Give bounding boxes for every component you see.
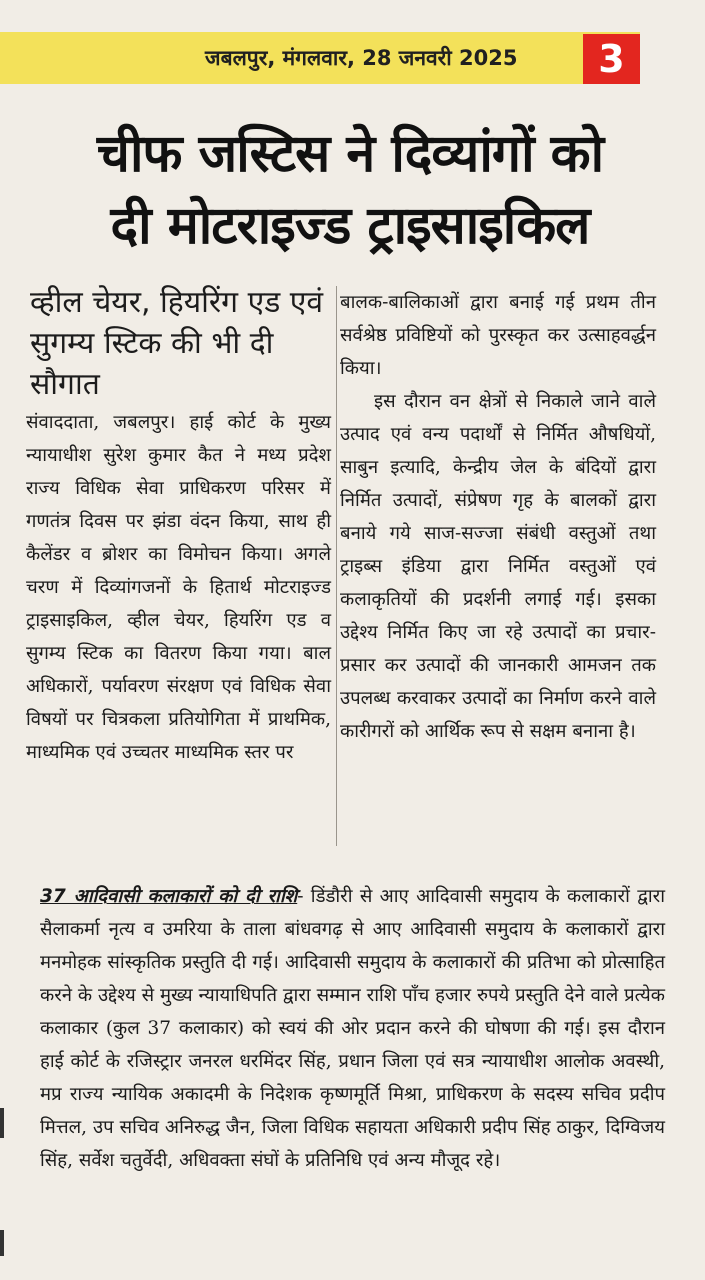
article-left-column: संवाददाता, जबलपुर। हाई कोर्ट के मुख्य न्यायाधीश सुरेश कुमार कैत ने मध्य प्रदेश राज्य विधिक सेवा प्राधिकरण परिसर में गणतंत्र दिवस पर झंडा वंदन किया, साथ ही कैलेंडर व ब्रोशर का विमोचन किया। अगले चरण में दिव्यांगजनों के हितार्थ मोटराइज्ड ट्राइसाइकिल, व्हील चेयर, हियरिंग एड व सुगम्य स्टिक का वितरण किया गया। बाल अधिकारों, पर्यावरण संरक्षण एवं विधिक सेवा विषयों पर चित्रकला प्रतियोगिता में प्राथमिक, माध्यमिक एवं उच्चतर माध्यमिक स्तर पर (26, 412, 331, 763)
section-lead: 37 आदिवासी कलाकारों को दी राशि (40, 886, 298, 907)
headline (30, 118, 670, 262)
tribal-artists-section (40, 880, 665, 1177)
headline-line-1: चीफ जस्टिस ने दिव्यांगों को (96, 124, 604, 184)
article-right-column (340, 286, 656, 748)
page-number-badge: 3 (583, 34, 640, 84)
edge-mark (0, 1230, 4, 1256)
right-paragraph-2-text: इस दौरान वन क्षेत्रों से निकाले जाने वाले उत्पाद एवं वन्य पदार्थों से निर्मित औषधियों, साबुन इत्यादि, केन्द्रीय जेल के बंदियों द्वारा निर्मित उत्पादों, संप्रेषण गृह के बालकों द्वारा बनाये गये साज-सज्जा संबंधी वस्तुओं तथा ट्राइब्स इंडिया द्वारा निर्मित वस्तुओं एवं कलाकृतियों की प्रदर्शनी लगाई गई। इसका उद्देश्य निर्मित किए जा रहे उत्पादों का प्रचार-प्रसार कर उत्पादों की जानकारी आमजन तक उपलब्ध करवाकर उत्पादों का निर्माण करने वाले कारीगरों को आर्थिक रूप से सक्षम बनाना है। (340, 391, 656, 742)
section-body: - डिंडौरी से आए आदिवासी समुदाय के कलाकारों द्वारा सैलाकर्मा नृत्य व उमरिया के ताला बांधवगढ़ से आए आदिवासी समुदाय के कलाकारों द्वारा मनमोहक सांस्कृतिक प्रस्तुति दी गई। आदिवासी समुदाय के कलाकारों की प्रतिभा को प्रोत्साहित करने के उद्देश्य से मुख्य न्यायाधिपति द्वारा सम्मान राशि पाँच हजार रुपये प्रस्तुति देने वाले प्रत्येक कलाकार (कुल 37 कलाकार) को स्वयं की ओर प्रदान करने की घोषणा की गई। इस दौरान हाई कोर्ट के रजिस्ट्रार जनरल धरमिंदर सिंह, प्रधान जिला एवं सत्र न्यायाधीश आलोक अवस्थी, मप्र राज्य न्यायिक अकादमी के निदेशक कृष्णमूर्ति मिश्रा, प्राधिकरण के सदस्य सचिव प्रदीप मित्तल, उप सचिव अनिरुद्ध जैन, जिला विधिक सहायता अधिकारी प्रदीप सिंह ठाकुर, दिग्विजय सिंह, सर्वेश चतुर्वेदी, अधिवक्ता संघों के प्रतिनिधि एवं अन्य मौजूद रहे। (40, 886, 665, 1171)
column-divider (336, 286, 337, 846)
headline-line-2: दी मोटराइज्ड ट्राइसाइकिल (110, 196, 590, 256)
subheadline: व्हील चेयर, हियरिंग एड एवं सुगम्य स्टिक की भी दी सौगात (30, 285, 324, 402)
date-line: जबलपुर, मंगलवार, 28 जनवरी 2025 (205, 46, 518, 70)
edge-mark (0, 1108, 4, 1138)
right-paragraph-2 (340, 385, 656, 748)
right-paragraph-1: बालक-बालिकाओं द्वारा बनाई गई प्रथम तीन सर्वश्रेष्ठ प्रविष्टियों को पुरस्कृत कर उत्साहवर्द्धन किया। (340, 292, 656, 379)
